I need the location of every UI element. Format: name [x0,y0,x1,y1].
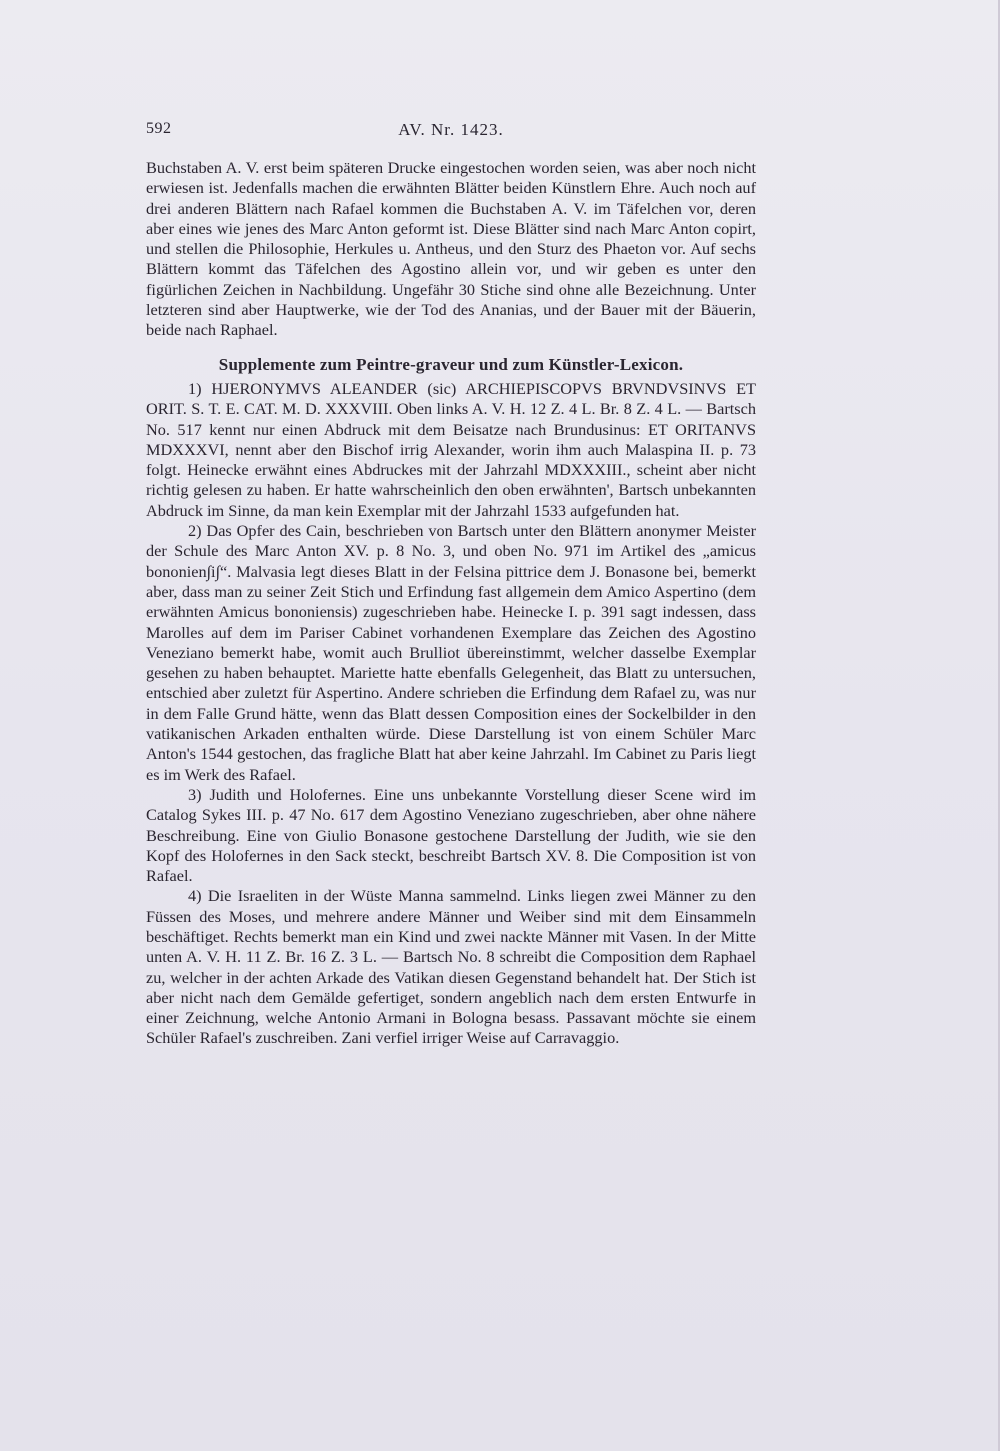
section-title: Supplemente zum Peintre-graveur und zum Künstler-Lexicon. [218,354,684,374]
body-text [146,158,756,1049]
paragraph-item-4: 4) Die Israeliten in der Wüste Manna sammelnd. Links liegen zwei Männer zu den Füssen des Moses, und mehrere andere Männer und Weiber sind mit dem Einsammeln beschäftiget. Rechts bemerkt man ein Kind und zwei nackte Männer mit Vasen. In der Mitte unten A. V. H. 11 Z. Br. 16 Z. 3 L. — Bartsch No. 8 schreibt die Composition dem Raphael zu, welcher in der achten Arkade des Vatikan diesen Gegenstand behandelt hat. Der Stich ist aber nicht nach dem Gemälde gefertiget, sondern angeblich nach dem ersten Entwurfe in einer Zeichnung, welche Antonio Armani in Bologna besass. Passavant möchte sie einem Schüler Rafael's zuschreiben. Zani verfiel irriger Weise auf Carravaggio. [146,886,756,1048]
page-header [146,120,756,142]
paragraph-continuation: Buchstaben A. V. erst beim späteren Drucke eingestochen worden seien, was aber noch nicht erwiesen ist. Jedenfalls machen die erwähnten Blätter beiden Künstlern Ehre. Auch noch auf drei anderen Blättern nach Rafael kommen die Buchstaben A. V. im Täfelchen vor, deren aber eines wie jenes des Marc Anton geformt ist. Diese Blätter sind nach Marc Anton copirt, und stellen die Philosophie, Herkules u. Antheus, und den Sturz des Phaeton vor. Auf sechs Blättern kommt das Täfelchen des Agostino allein vor, und wir geben es unter den figürlichen Zeichen in Nachbildung. Ungefähr 30 Stiche sind ohne alle Bezeichnung. Unter letzteren sind aber Hauptwerke, wie der Tod des Ananias, und der Bauer mit der Bäuerin, beide nach Raphael. [146,158,756,340]
page-number: 592 [146,120,172,137]
running-head: AV. Nr. 1423. [398,120,504,139]
paragraph-item-2: 2) Das Opfer des Cain, beschrieben von Bartsch unter den Blättern anonymer Meister der Schule des Marc Anton XV. p. 8 No. 3, und oben No. 971 im Artikel des „amicus bononien∫i∫“. Malvasia legt dieses Blatt in der Felsina pittrice dem J. Bonasone bei, bemerkt aber, dass man zu seiner Zeit Stich und Erfindung fast allgemein dem Amico Aspertino (dem erwähnten Amicus bononiensis) zugeschrieben habe. Heinecke I. p. 391 sagt indessen, dass Marolles auf dem im Pariser Cabinet vorhandenen Exemplare das Zeichen des Agostino Veneziano bemerkt habe, womit auch Brulliot übereinstimmt, welcher dasselbe Exemplar gesehen zu haben behauptet. Mariette hatte ebenfalls Gelegenheit, das Blatt zu untersuchen, entschied aber zuletzt für Aspertino. Andere schrieben die Erfindung dem Rafael zu, was nur in dem Falle Grund hätte, wenn das Blatt dessen Composition eines der Sockelbilder in den vatikanischen Arkaden enthalten würde. Diese Darstellung ist von einem Schüler Marc Anton's 1544 gestochen, das fragliche Blatt hat aber keine Jahrzahl. Im Cabinet zu Paris liegt es im Werk des Rafael. [146,521,756,784]
paragraph-item-3: 3) Judith und Holofernes. Eine uns unbekannte Vorstellung dieser Scene wird im Catalog Sykes III. p. 47 No. 617 dem Agostino Veneziano zugeschrieben, aber ohne nähere Beschreibung. Eine von Giulio Bonasone gestochene Darstellung der Judith, wie sie den Kopf des Holofernes in den Sack steckt, beschreibt Bartsch XV. 8. Die Composition ist von Rafael. [146,784,756,886]
paragraph-item-1: 1) HJERONYMVS ALEANDER (sic) ARCHIEPISCOPVS BRVNDVSINVS ET ORIT. S. T. E. CAT. M. D. XXXVIII. Oben links A. V. H. 12 Z. 4 L. Br. 8 Z. 4 L. — Bartsch No. 517 kennt nur einen Abdruck mit dem Beisatze nach Brundusinus: ET ORITANVS MDXXXVI, nennt aber den Bischof irrig Alexander, worin ihm auch Malaspina II. p. 73 folgt. Heinecke erwähnt eines Abdruckes mit der Jahrzahl MDXXXIII., scheint aber nicht richtig gelesen zu haben. Er hatte wahrscheinlich den oben erwähnten', Bartsch unbekannten Abdruck im Sinne, da man kein Exemplar mit der Jahrzahl 1533 aufgefunden hat. [146,378,756,520]
